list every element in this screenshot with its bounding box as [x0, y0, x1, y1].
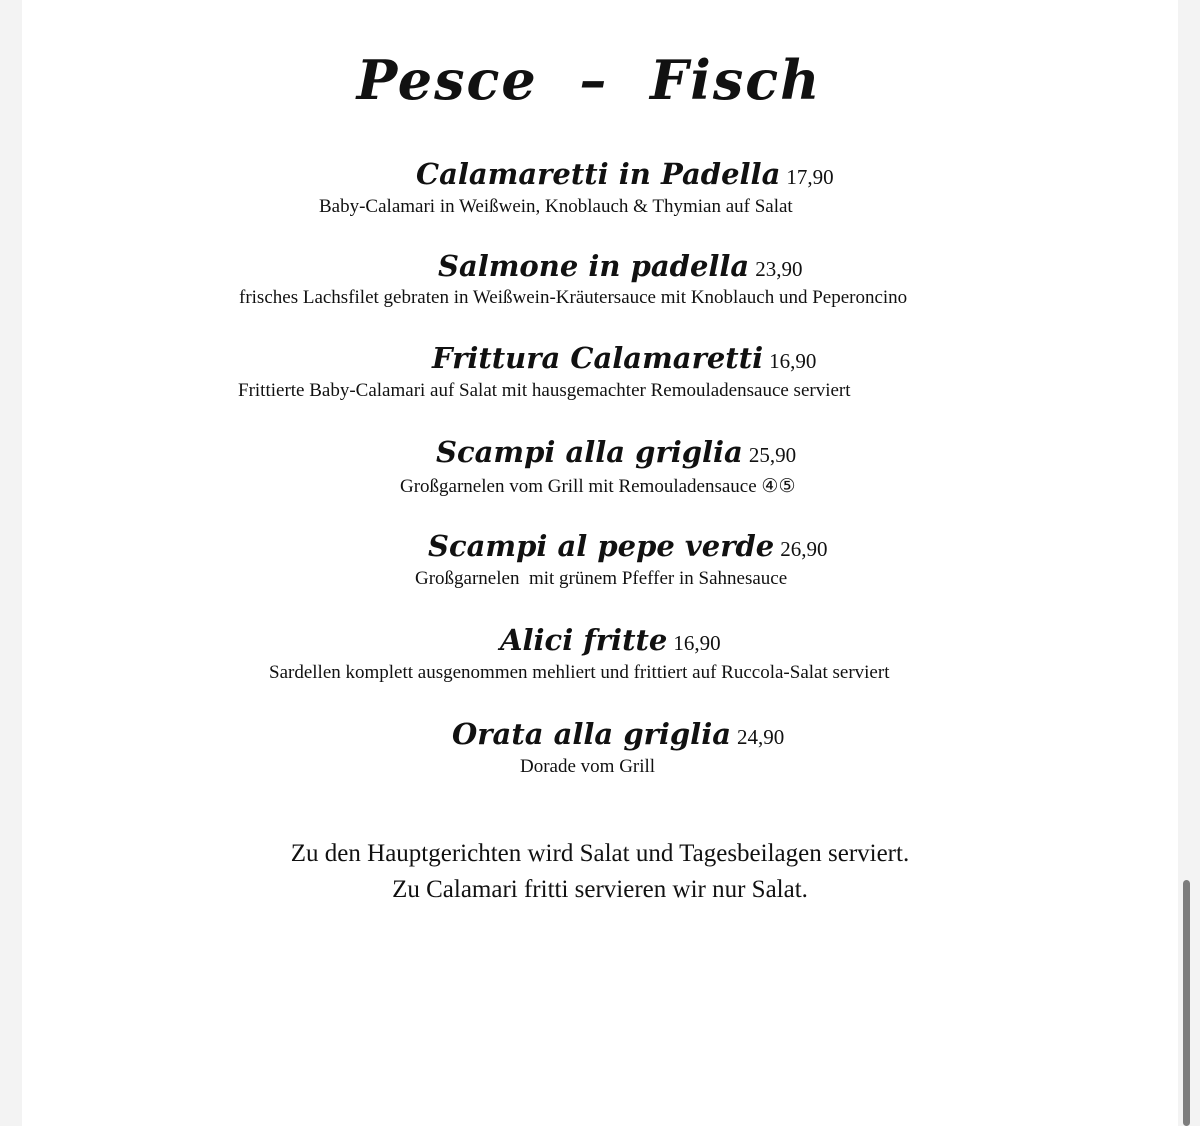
dish-title: Frittura Calamaretti: [432, 341, 764, 375]
dish-description: Baby-Calamari in Weißwein, Knoblauch & Thymian auf Salat: [319, 196, 793, 217]
dish-name: [432, 341, 816, 375]
dish-description: frisches Lachsfilet gebraten in Weißwein-Kräutersauce mit Knoblauch und Peperoncino: [239, 287, 908, 308]
dish-title: Scampi al pepe verde: [428, 529, 775, 563]
dish-title: Alici fritte: [500, 623, 668, 657]
dish-name: [428, 529, 827, 563]
dish-price: 16,90: [673, 631, 721, 655]
footer-note-calamari: Zu Calamari fritti servieren wir nur Salat.: [392, 876, 808, 903]
vertical-scrollbar[interactable]: [1183, 880, 1190, 1126]
dish-price: 17,90: [786, 165, 834, 189]
dish-title: Calamaretti in Padella: [416, 157, 781, 191]
dish-price: 24,90: [737, 725, 785, 749]
dish-price: 23,90: [755, 257, 803, 281]
dish-name: [416, 157, 834, 191]
dish-description: Frittierte Baby-Calamari auf Salat mit hausgemachter Remouladensauce serviert: [238, 380, 851, 401]
dish-name: [452, 717, 784, 751]
dish-price: 26,90: [780, 537, 828, 561]
menu-title: Pesce – Fisch: [356, 48, 822, 112]
dish-name: [436, 435, 796, 469]
dish-name: [438, 249, 802, 283]
dish-title: Scampi alla griglia: [436, 435, 743, 469]
footer-note-main-dishes: Zu den Hauptgerichten wird Salat und Tagesbeilagen serviert.: [290, 840, 910, 867]
dish-description: Großgarnelen mit grünem Pfeffer in Sahnesauce: [415, 568, 788, 589]
dish-title: Orata alla griglia: [452, 717, 731, 751]
dish-price: 16,90: [769, 349, 817, 373]
dish-name: [500, 623, 721, 657]
dish-description: Großgarnelen vom Grill mit Remouladensauce ④⑤: [400, 476, 796, 497]
dish-description: Dorade vom Grill: [520, 756, 656, 777]
dish-description: Sardellen komplett ausgenommen mehliert und frittiert auf Ruccola-Salat serviert: [269, 662, 890, 683]
dish-title: Salmone in padella: [438, 249, 750, 283]
dish-price: 25,90: [748, 443, 797, 467]
